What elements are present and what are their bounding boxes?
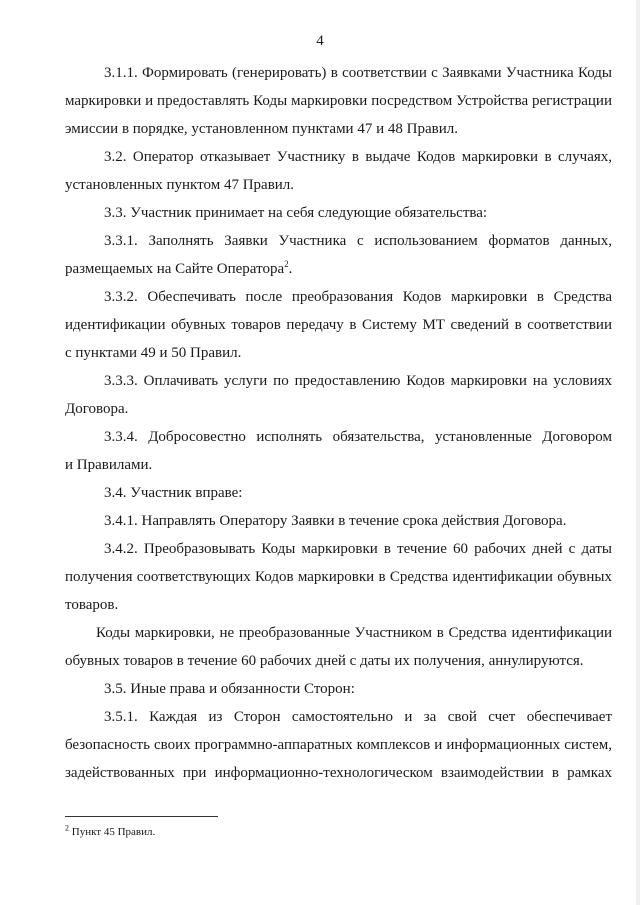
text-line: 3.5. Иные права и обязанности Сторон: (104, 681, 355, 697)
line-end: . (288, 261, 293, 277)
footnote (65, 825, 155, 839)
text-line: 3.4.2. Преобразовывать Коды маркировки в течение 60 рабочих дней с даты (104, 541, 612, 557)
text-line: установленных пунктом 47 Правил. (65, 177, 295, 193)
text-line: 3.2. Оператор отказывает Участнику в выдаче Кодов маркировки в случаях, (104, 149, 612, 165)
footnote-divider (65, 816, 218, 817)
text-line: 3.3.3. Оплачивать услуги по предоставлению Кодов маркировки на условиях (104, 373, 612, 389)
scan-edge-shadow (636, 0, 640, 905)
text-line: 3.3. Участник принимает на себя следующие обязательства: (104, 205, 488, 221)
text-line: и Правилами. (65, 457, 153, 473)
footnote-text: Пункт 45 Правил. (69, 826, 156, 838)
text-line: 3.1.1. Формировать (генерировать) в соответствии с Заявками Участника Коды (104, 65, 612, 81)
text-line: идентификации обувных товаров передачу в Систему МТ сведений в соответствии (65, 317, 612, 333)
footnote-reference: 2 (284, 259, 289, 269)
text-line: Договора. (65, 401, 129, 417)
text-line: 3.4.1. Направлять Оператору Заявки в течение срока действия Договора. (104, 513, 567, 529)
text-line: с пунктами 49 и 50 Правил. (65, 345, 242, 361)
text-line: 3.3.4. Добросовестно исполнять обязательства, установленные Договором (104, 429, 612, 445)
text-line: 3.5.1. Каждая из Сторон самостоятельно и за свой счет обеспечивает (104, 709, 612, 725)
text-line: маркировки и предоставлять Коды маркировки посредством Устройства регистрации (65, 93, 612, 109)
page-number: 4 (316, 33, 324, 49)
text-line: получения соответствующих Кодов маркировки в Средства идентификации обувных (65, 569, 612, 585)
text-line: обувных товаров в течение 60 рабочих дней с даты их получения, аннулируются. (65, 653, 584, 669)
text-line: размещаемых на Сайте Оператора (65, 261, 285, 277)
text-line: товаров. (65, 597, 119, 613)
text-line: Коды маркировки, не преобразованные Участником в Средства идентификации (96, 625, 612, 641)
text-line: эмиссии в порядке, установленном пунктами 47 и 48 Правил. (65, 121, 458, 137)
text-line: безопасность своих программно-аппаратных комплексов и информационных систем, (65, 737, 612, 753)
text-line: 3.3.2. Обеспечивать после преобразования Кодов маркировки в Средства (104, 289, 612, 305)
text-line: задействованных при информационно-технологическом взаимодействии в рамках (65, 765, 612, 781)
text-line: 3.4. Участник вправе: (104, 485, 243, 501)
footnote-mark: 2 (65, 823, 69, 833)
text-line-with-footnote (65, 260, 612, 279)
text-line: 3.3.1. Заполнять Заявки Участника с использованием форматов данных, (104, 233, 612, 249)
